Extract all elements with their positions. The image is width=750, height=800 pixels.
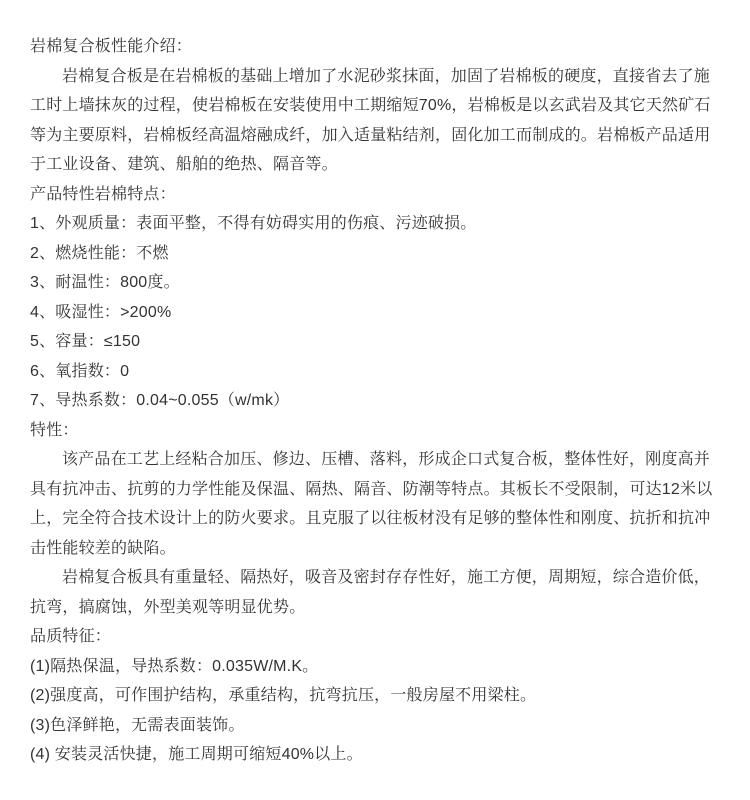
feature-item-3: 3、耐温性：800度。 (30, 274, 180, 291)
quality-item-4: (4) 安装灵活快捷，施工周期可缩短40%以上。 (30, 746, 363, 763)
quality-item-3: (3)色泽鲜艳，无需表面装饰。 (30, 716, 245, 734)
document-title: 岩棉复合板性能介绍： (30, 38, 193, 55)
feature-item-5: 5、容量：≤150 (30, 333, 141, 350)
feature-item-6: 6、氧指数：0 (30, 362, 130, 380)
feature-item-2: 2、燃烧性能：不燃 (30, 244, 169, 262)
feature-item-7: 7、导热系数：0.04~0.055（w/mk） (30, 392, 290, 409)
quality-item-1: (1)隔热保温，导热系数：0.035W/M.K。 (30, 657, 319, 675)
intro-paragraph: 岩棉复合板是在岩棉板的基础上增加了水泥砂浆抹面，加固了岩棉板的硬度，直接省去了施工时上墙抹灰的过程，使岩棉板在安装使用中工期缩短70%，岩棉板是以玄武岩及其它天然矿石等为主要原料，岩棉板经高温熔融成纤，加入适量粘结剂，固化加工而制成的。岩棉板产品适用于工业设备、建筑、船舶的绝热、隔音等。 (30, 67, 711, 173)
features-heading: 产品特性岩棉特点： (30, 185, 176, 203)
quality-item-2: (2)强度高，可作围护结构，承重结构，抗弯抗压，一般房屋不用梁柱。 (30, 687, 537, 704)
feature-item-4: 4、吸湿性：>200% (30, 303, 172, 321)
traits-heading: 特性： (30, 421, 79, 439)
quality-heading: 品质特征： (30, 628, 112, 645)
traits-paragraph-2: 岩棉复合板具有重量轻、隔热好，吸音及密封存存性好，施工方便，周期短，综合造价低，抗弯，搞腐蚀，外型美观等明显优势。 (30, 569, 711, 616)
feature-item-1: 1、外观质量：表面平整，不得有妨碍实用的伤痕、污迹破损。 (30, 215, 477, 232)
traits-paragraph-1: 该产品在工艺上经粘合加压、修边、压槽、落料，形成企口式复合板，整体性好，刚度高并具有抗冲击、抗剪的力学性能及保温、隔热、隔音、防潮等特点。其板长不受限制，可达12米以上，完全符合技术设计上的防火要求。且克服了以往板材没有足够的整体性和刚度、抗折和抗冲击性能较差的缺陷。 (30, 451, 713, 557)
